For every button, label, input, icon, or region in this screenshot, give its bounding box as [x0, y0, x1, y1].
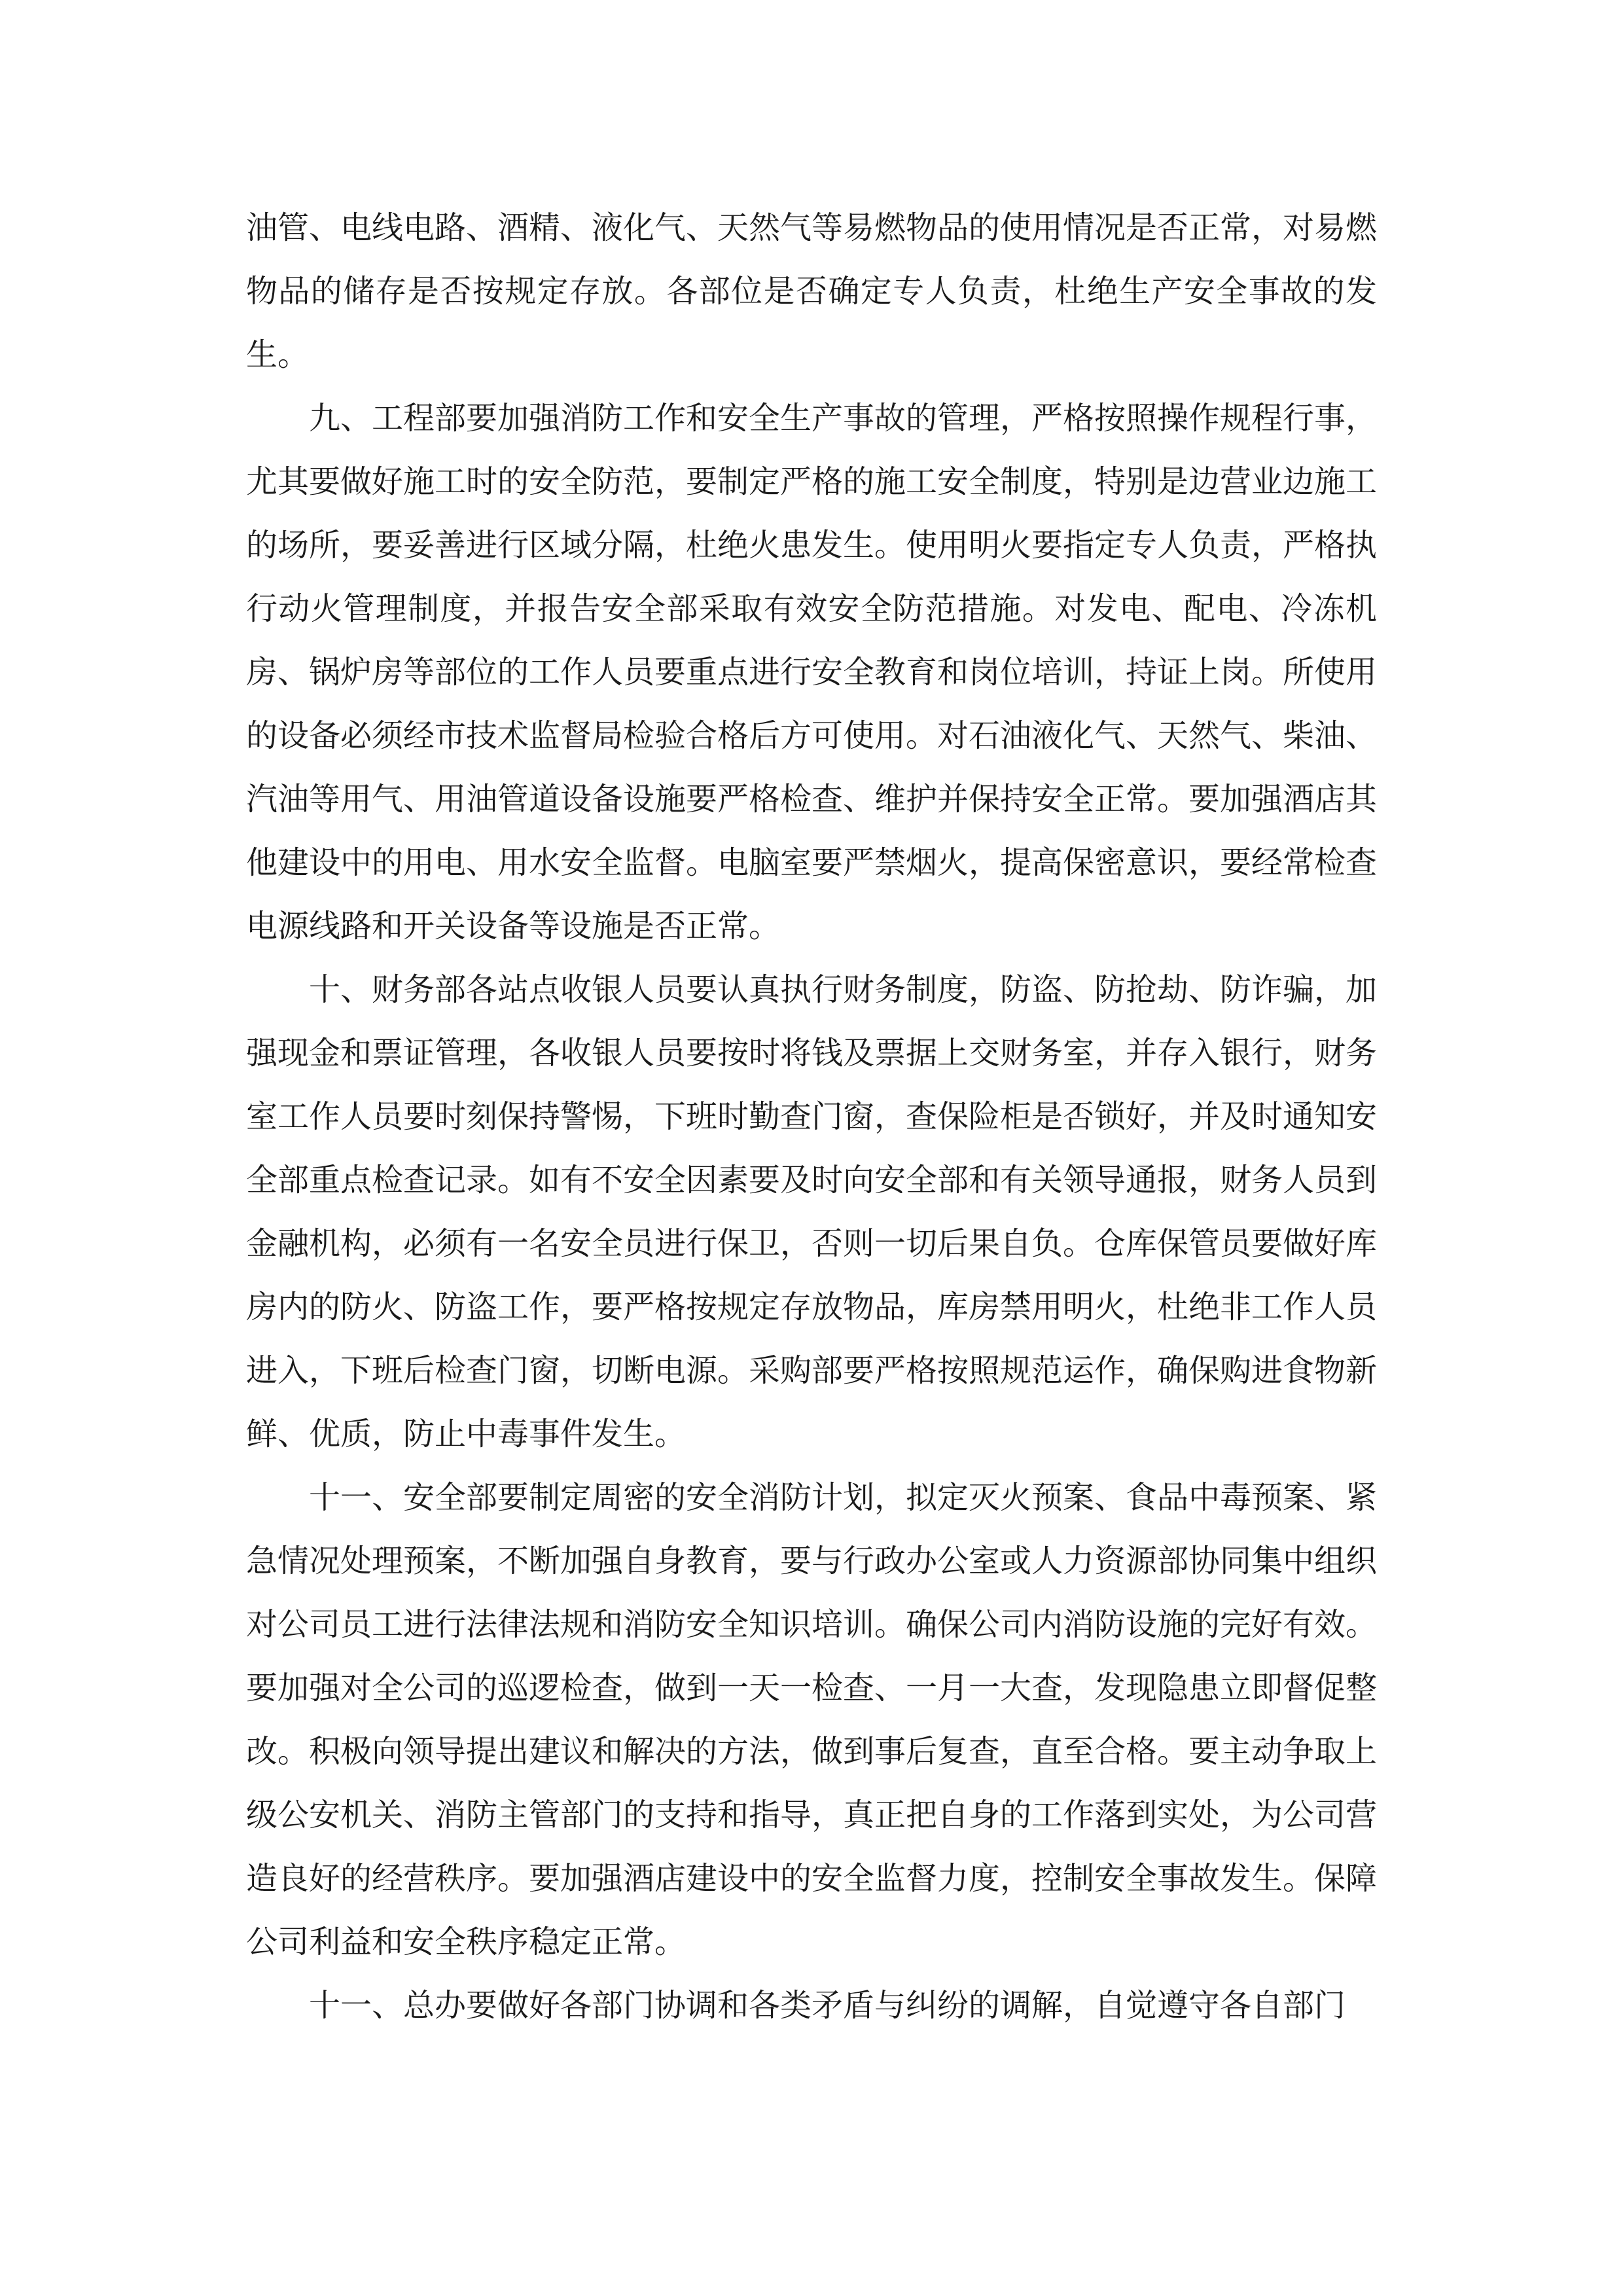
document-body [246, 196, 1377, 2037]
paragraph-section-11-security: 十一、安全部要制定周密的安全消防计划，拟定灭火预案、食品中毒预案、紧急情况处理预案，不断加强自身教育，要与行政办公室或人力资源部协同集中组织对公司员工进行法律法规和消防安全知识培训。确保公司内消防设施的完好有效。要加强对全公司的巡逻检查，做到一天一检查、一月一大查，发现隐患立即督促整改。积极向领导提出建议和解决的方法，做到事后复查，直至合格。要主动争取上级公安机关、消防主管部门的支持和指导，真正把自身的工作落到实处，为公司营造良好的经营秩序。要加强酒店建设中的安全监督力度，控制安全事故发生。保障公司利益和安全秩序稳定正常。 [246, 1479, 1378, 1960]
paragraph-section-9: 九、工程部要加强消防工作和安全生产事故的管理，严格按照操作规程行事，尤其要做好施工时的安全防范，要制定严格的施工安全制度，特别是边营业边施工的场所，要妥善进行区域分隔，杜绝火患发生。使用明火要指定专人负责，严格执行动火管理制度，并报告安全部采取有效安全防范措施。对发电、配电、冷冻机房、锅炉房等部位的工作人员要重点进行安全教育和岗位培训，持证上岗。所使用的设备必须经市技术监督局检验合格后方可使用。对石油液化气、天然气、柴油、汽油等用气、用油管道设备设施要严格检查、维护并保持安全正常。要加强酒店其他建设中的用电、用水安全监督。电脑室要严禁烟火，提高保密意识，要经常检查电源线路和开关设备等设施是否正常。 [246, 400, 1378, 944]
paragraph-section-11-general-office: 十一、总办要做好各部门协调和各类矛盾与纠纷的调解，自觉遵守各自部门 [309, 1987, 1346, 2024]
paragraph-continuation: 油管、电线电路、酒精、液化气、天然气等易燃物品的使用情况是否正常，对易燃物品的储存是否按规定存放。各部位是否确定专人负责，杜绝生产安全事故的发生。 [246, 209, 1378, 373]
paragraph-section-10: 十、财务部各站点收银人员要认真执行财务制度，防盗、防抢劫、防诈骗，加强现金和票证管理，各收银人员要按时将钱及票据上交财务室，并存入银行，财务室工作人员要时刻保持警惕，下班时勤查门窗，查保险柜是否锁好，并及时通知安全部重点检查记录。如有不安全因素要及时向安全部和有关领导通报，财务人员到金融机构，必须有一名安全员进行保卫，否则一切后果自负。仓库保管员要做好库房内的防火、防盗工作，要严格按规定存放物品，库房禁用明火，杜绝非工作人员进入，下班后检查门窗，切断电源。采购部要严格按照规范运作，确保购进食物新鲜、优质，防止中毒事件发生。 [246, 971, 1378, 1452]
